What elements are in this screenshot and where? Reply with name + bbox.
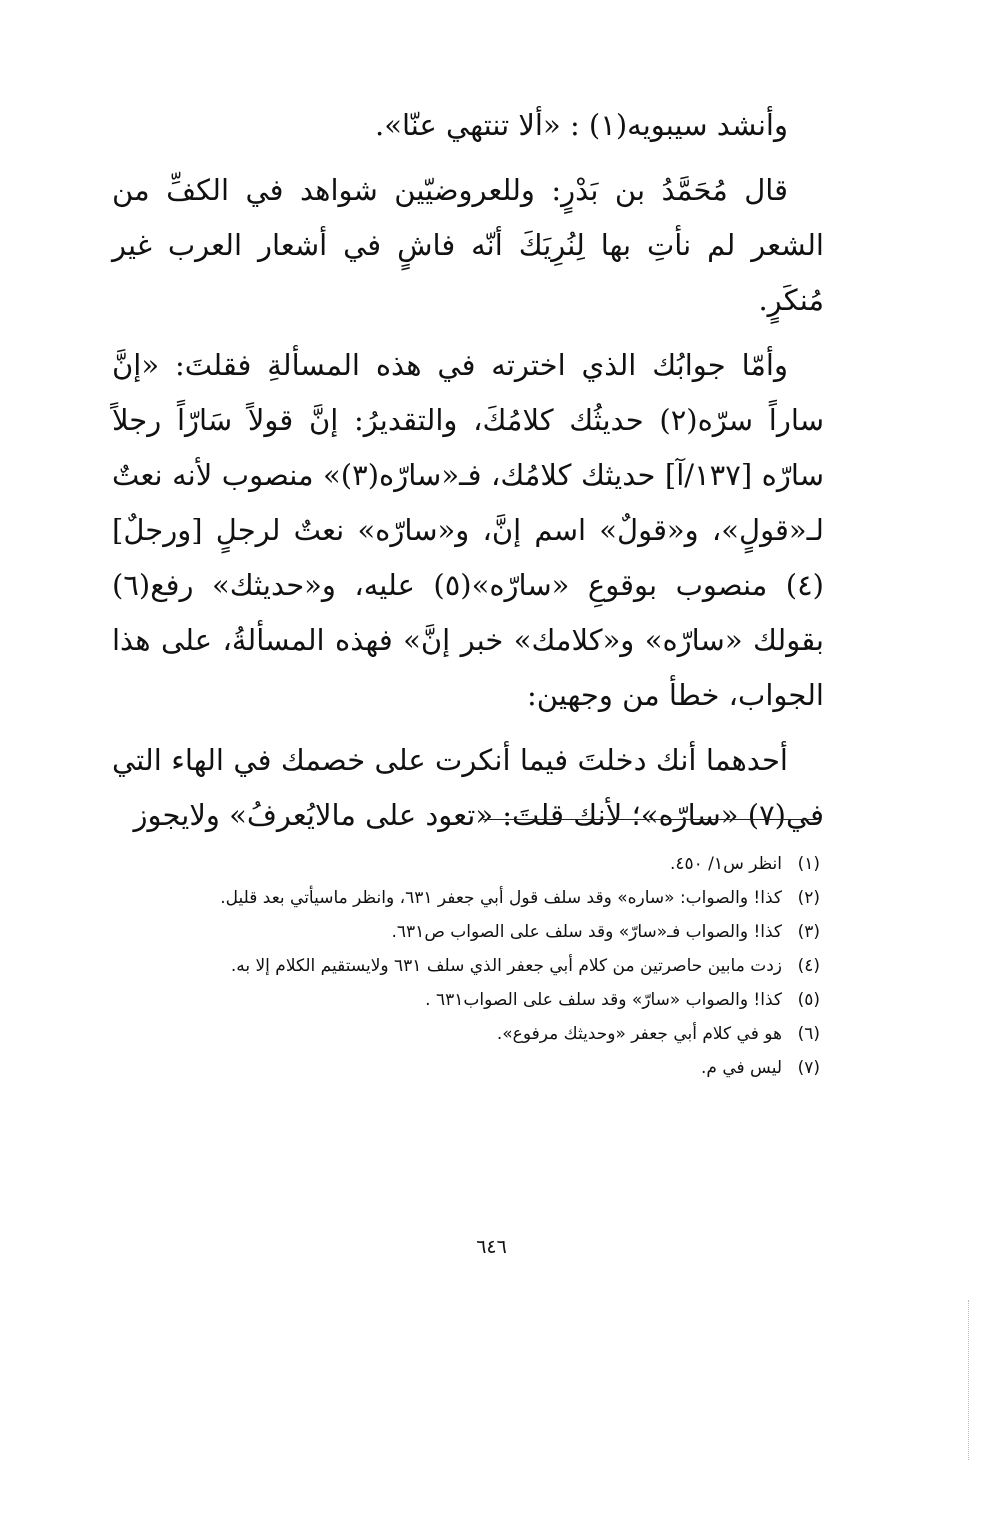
footnote-text: زدت مابين حاصرتين من كلام أبي جعفر الذي سلف ٦٣١ ولايستقيم الكلام إلا به. <box>230 956 782 976</box>
footnote-number: (١) <box>797 854 820 874</box>
footnote-number: (٦) <box>797 1024 820 1044</box>
footnote-item <box>120 952 820 980</box>
footnote-separator <box>483 819 818 820</box>
footnote-text: هو في كلام أبي جعفر «وحديثك مرفوع». <box>496 1024 782 1044</box>
paragraph: وأمّا جوابُك الذي اخترته في هذه المسألةِ فقلتَ: «إنَّ ساراً سرّه(٢) حديثُك كلامُكَ، والتقديرُ: إنَّ قولاً سَارّاً رجلاً سارّه [١٣٧/آ] حديثك كلامُك، فـ«سارّه(٣)» منصوب لأنه نعتٌ لـ«قولٍ»، و«قولٌ» اسم إنَّ، و«سارّه» نعتٌ لرجلٍ [ورجلٌ](٤) منصوب بوقوعِ «سارّه»(٥) عليه، و«حديثك» رفع(٦) بقولك «سارّه» و«كلامك» خبر إنَّ» فهذه المسألةُ، على هذا الجواب، خطأ من وجهين: <box>112 348 825 712</box>
footnote-number: (٧) <box>797 1058 820 1078</box>
page-number: ٦٤٦ <box>476 1236 507 1258</box>
footnote-item <box>120 884 820 912</box>
footnotes <box>120 850 820 1088</box>
footnote-number: (٣) <box>797 922 820 942</box>
footnote-number: (٤) <box>797 956 820 976</box>
paragraph: قال مُحَمَّدُ بن بَدْرٍ: وللعروضيّين شواهد في الكفِّ من الشعر لم نأتِ بها لِنُرِيَكَ أنّه فاشٍ في أشعار العرب غير مُنكَرٍ. <box>112 173 824 317</box>
footnote-item <box>120 986 820 1014</box>
footnote-item <box>120 918 820 946</box>
footnote-number: (٥) <box>797 990 820 1010</box>
scan-edge-mark <box>968 1300 969 1460</box>
footnote-text: كذا! والصواب فـ«سارّ» وقد سلف على الصواب ص٦٣١. <box>391 922 782 942</box>
main-text <box>112 98 824 853</box>
footnote-text: كذا! والصواب «سارّ» وقد سلف على الصواب٦٣١ . <box>425 990 782 1010</box>
footnote-item <box>120 1054 820 1082</box>
paragraph: أحدهما أنك دخلتَ فيما أنكرت على خصمك في الهاء التي في(٧) «سارّه»؛ لأنك قلتَ: «تعود على مالايُعرفُ» ولايجوز <box>112 743 824 832</box>
footnote-text: ليس في م. <box>700 1058 782 1078</box>
footnote-text: كذا! والصواب: «ساره» وقد سلف قول أبي جعفر ٦٣١، وانظر ماسيأتي بعد قليل. <box>220 888 782 908</box>
paragraph: وأنشد سيبويه(١) : «ألا تنتهي عنّا». <box>374 108 788 142</box>
footnote-text: انظر س١/ ٤٥٠. <box>669 854 782 874</box>
footnote-number: (٢) <box>797 888 820 908</box>
footnote-item <box>120 850 820 878</box>
footnote-item <box>120 1020 820 1048</box>
